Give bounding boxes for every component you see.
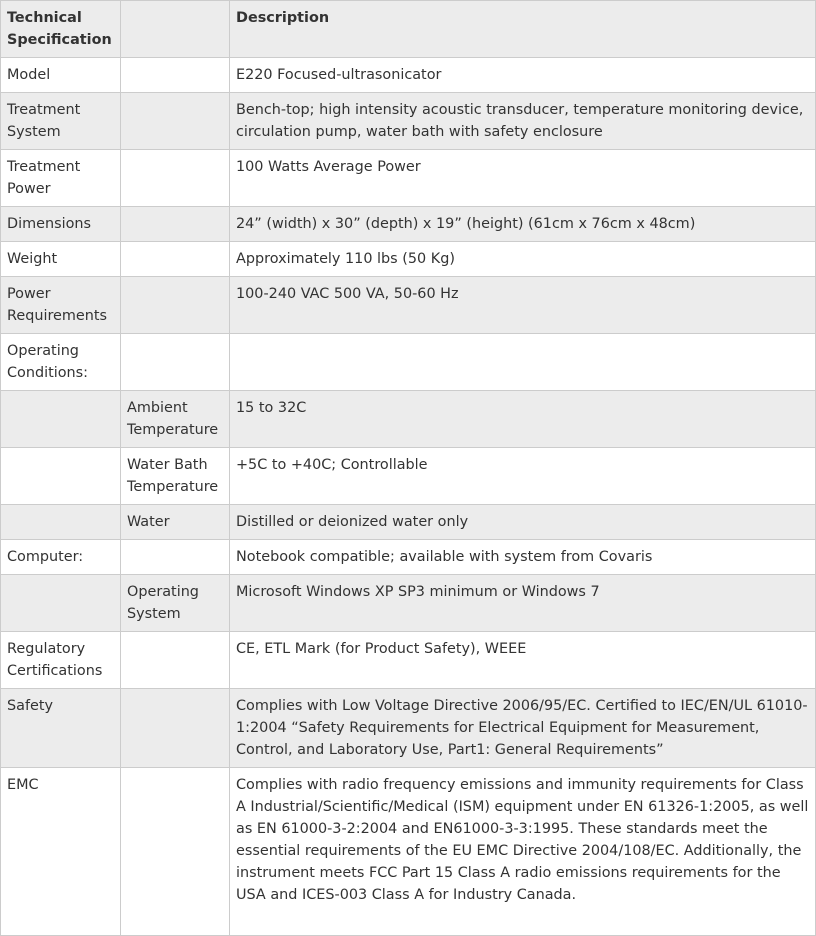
- sub-cell: [121, 93, 230, 150]
- sub-cell: [121, 632, 230, 689]
- table-row: [1, 207, 816, 242]
- spec-cell: Weight: [1, 242, 121, 277]
- spec-cell: Power Requirements: [1, 277, 121, 334]
- description-cell: Approximately 110 lbs (50 Kg): [230, 242, 816, 277]
- table-row: [1, 505, 816, 540]
- header-spec: Technical Specification: [1, 1, 121, 58]
- spec-cell: Model: [1, 58, 121, 93]
- sub-cell: [121, 150, 230, 207]
- table-row: [1, 150, 816, 207]
- description-cell: 24” (width) x 30” (depth) x 19” (height) (61cm x 76cm x 48cm): [230, 207, 816, 242]
- spec-cell: EMC: [1, 768, 121, 936]
- spec-cell: [1, 391, 121, 448]
- spec-cell: Dimensions: [1, 207, 121, 242]
- sub-cell: Ambient Temperature: [121, 391, 230, 448]
- header-row: [1, 1, 816, 58]
- sub-cell: [121, 242, 230, 277]
- spec-cell: Safety: [1, 689, 121, 768]
- sub-cell: Water: [121, 505, 230, 540]
- description-cell: CE, ETL Mark (for Product Safety), WEEE: [230, 632, 816, 689]
- sub-cell: Operating System: [121, 575, 230, 632]
- table-row: [1, 689, 816, 768]
- table-row: [1, 93, 816, 150]
- spec-cell: [1, 448, 121, 505]
- spec-cell: Computer:: [1, 540, 121, 575]
- table-row: [1, 448, 816, 505]
- table-row: [1, 277, 816, 334]
- description-cell: +5C to +40C; Controllable: [230, 448, 816, 505]
- sub-cell: [121, 207, 230, 242]
- sub-cell: [121, 277, 230, 334]
- description-cell: Notebook compatible; available with system from Covaris: [230, 540, 816, 575]
- table-row: [1, 242, 816, 277]
- description-cell: Bench-top; high intensity acoustic transducer, temperature monitoring device, circulation pump, water bath with safety enclosure: [230, 93, 816, 150]
- description-cell: Distilled or deionized water only: [230, 505, 816, 540]
- spec-cell: [1, 575, 121, 632]
- spec-cell: Treatment Power: [1, 150, 121, 207]
- table-row: [1, 391, 816, 448]
- sub-cell: Water Bath Temperature: [121, 448, 230, 505]
- spec-cell: Regulatory Certifications: [1, 632, 121, 689]
- table-row: [1, 575, 816, 632]
- spec-cell: [1, 505, 121, 540]
- description-cell: 100-240 VAC 500 VA, 50-60 Hz: [230, 277, 816, 334]
- header-sub: [121, 1, 230, 58]
- description-cell: Complies with radio frequency emissions and immunity requirements for Class A Industrial/Scientific/Medical (ISM) equipment under EN 61326-1:2005, as well as EN 61000-3-2:2004 and EN61000-3-3:1995. These standards meet the essential requirements of the EU EMC Directive 2004/108/EC. Additionally, the instrument meets FCC Part 15 Class A radio emissions requirements for the USA and ICES-003 Class A for Industry Canada.: [230, 768, 816, 936]
- description-cell: [230, 334, 816, 391]
- table-row: [1, 58, 816, 93]
- sub-cell: [121, 58, 230, 93]
- spec-cell: Treatment System: [1, 93, 121, 150]
- table-row: [1, 334, 816, 391]
- spec-cell: Operating Conditions:: [1, 334, 121, 391]
- description-cell: Complies with Low Voltage Directive 2006/95/EC. Certified to IEC/EN/UL 61010-1:2004 “Safety Requirements for Electrical Equipment for Measurement, Control, and Laboratory Use, Part1: General Requirements”: [230, 689, 816, 768]
- table-row: [1, 768, 816, 936]
- sub-cell: [121, 768, 230, 936]
- description-cell: 100 Watts Average Power: [230, 150, 816, 207]
- sub-cell: [121, 689, 230, 768]
- table-row: [1, 540, 816, 575]
- description-cell: 15 to 32C: [230, 391, 816, 448]
- sub-cell: [121, 540, 230, 575]
- table-row: [1, 632, 816, 689]
- header-description: Description: [230, 1, 816, 58]
- sub-cell: [121, 334, 230, 391]
- description-cell: E220 Focused-ultrasonicator: [230, 58, 816, 93]
- description-cell: Microsoft Windows XP SP3 minimum or Windows 7: [230, 575, 816, 632]
